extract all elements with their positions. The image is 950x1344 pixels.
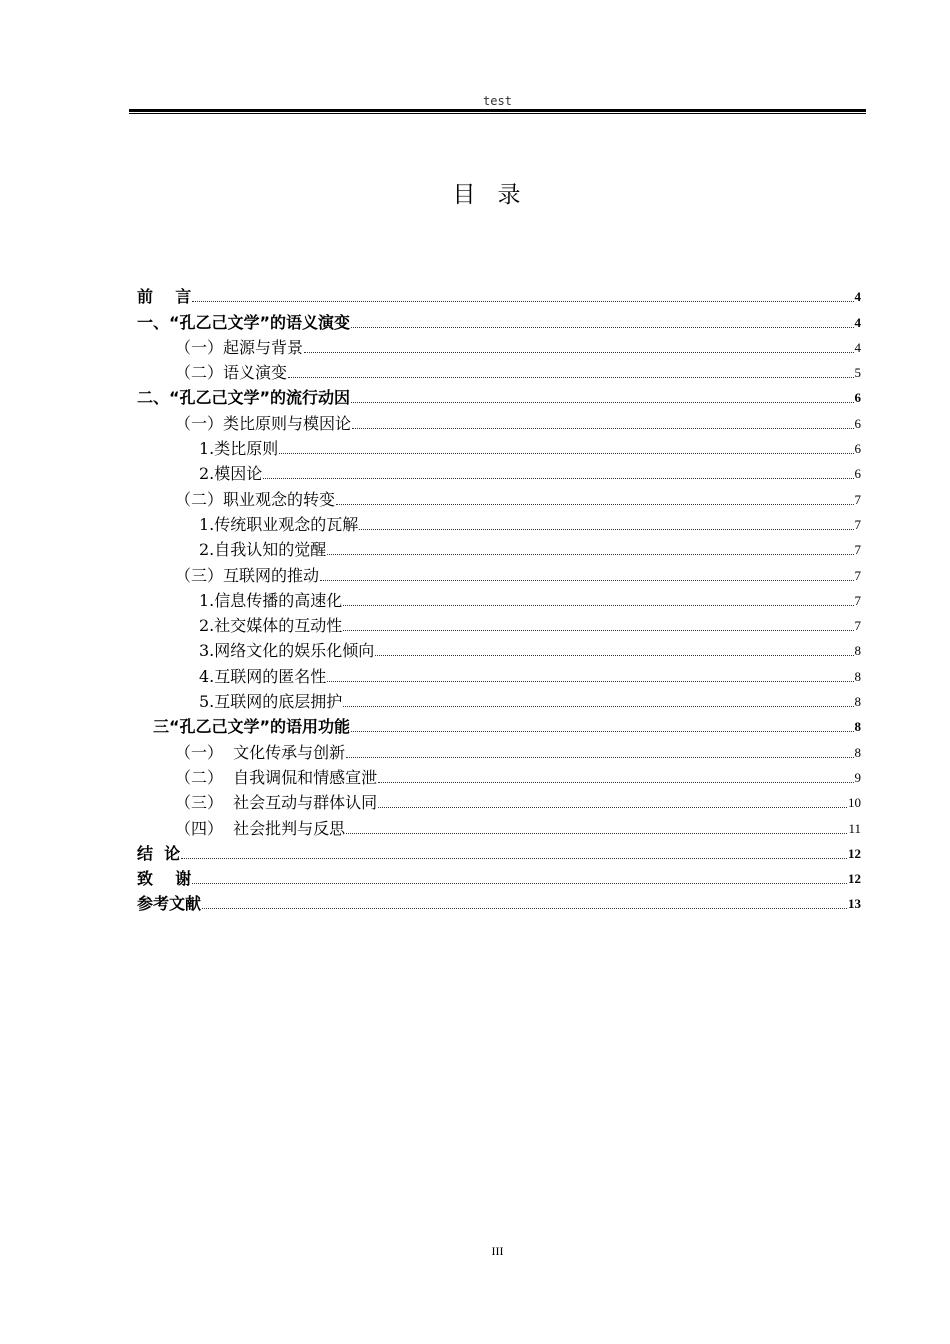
toc-entry-page: 6 bbox=[854, 390, 861, 406]
toc-entry-label: （三）互联网的推动 bbox=[175, 565, 320, 585]
toc-entry-label: 致 谢 bbox=[137, 869, 192, 889]
table-of-contents bbox=[137, 282, 861, 914]
toc-entry-label: （二）职业观念的转变 bbox=[175, 489, 336, 509]
toc-leader-dots bbox=[181, 857, 847, 859]
toc-leader-dots bbox=[378, 781, 853, 783]
toc-leader-dots bbox=[351, 401, 853, 403]
toc-entry-page: 8 bbox=[854, 668, 861, 684]
toc-entry-page: 8 bbox=[854, 694, 861, 710]
toc-leader-dots bbox=[351, 326, 853, 328]
page-header: test bbox=[483, 94, 512, 108]
toc-entry[interactable] bbox=[137, 408, 861, 433]
toc-leader-dots bbox=[352, 427, 853, 429]
toc-entry[interactable] bbox=[137, 712, 861, 737]
toc-entry-label: 4.互联网的匿名性 bbox=[199, 666, 327, 686]
toc-entry-page: 12 bbox=[848, 845, 861, 861]
toc-entry-page: 6 bbox=[854, 466, 861, 482]
toc-entry[interactable] bbox=[137, 611, 861, 636]
toc-leader-dots bbox=[202, 907, 847, 909]
toc-leader-dots bbox=[336, 503, 853, 505]
toc-leader-dots bbox=[327, 680, 853, 682]
toc-entry-label: 一、“孔乙己文学”的语义演变 bbox=[137, 312, 351, 332]
toc-entry[interactable] bbox=[137, 383, 861, 408]
toc-leader-dots bbox=[343, 705, 853, 707]
toc-leader-dots bbox=[279, 452, 853, 454]
toc-entry-label: 三“孔乙己文学”的语用功能 bbox=[153, 717, 351, 737]
toc-entry[interactable] bbox=[137, 484, 861, 509]
toc-entry-label: 1.类比原则 bbox=[199, 439, 279, 459]
page-number: III bbox=[491, 1244, 504, 1258]
toc-entry-label: （二） 自我调侃和情感宣泄 bbox=[175, 767, 378, 787]
toc-entry[interactable] bbox=[137, 510, 861, 535]
toc-entry-page: 7 bbox=[854, 542, 861, 558]
toc-entry-label: （一）起源与背景 bbox=[175, 337, 304, 357]
toc-entry-page: 11 bbox=[848, 820, 861, 836]
toc-entry[interactable] bbox=[137, 586, 861, 611]
toc-entry[interactable] bbox=[137, 864, 861, 889]
toc-leader-dots bbox=[378, 806, 847, 808]
toc-leader-dots bbox=[359, 528, 853, 530]
toc-entry[interactable] bbox=[137, 687, 861, 712]
toc-entry-page: 8 bbox=[854, 643, 861, 659]
toc-entry-page: 6 bbox=[854, 415, 861, 431]
toc-entry-page: 7 bbox=[854, 618, 861, 634]
toc-entry[interactable] bbox=[137, 813, 861, 838]
toc-entry[interactable] bbox=[137, 358, 861, 383]
toc-entry-label: 1.信息传播的高速化 bbox=[199, 590, 343, 610]
toc-entry-label: 2.社交媒体的互动性 bbox=[199, 616, 343, 636]
toc-entry[interactable] bbox=[137, 636, 861, 661]
toc-entry[interactable] bbox=[137, 535, 861, 560]
toc-entry-label: 2.自我认知的觉醒 bbox=[199, 540, 327, 560]
toc-entry-page: 5 bbox=[854, 365, 861, 381]
toc-entry-page: 8 bbox=[854, 719, 861, 735]
toc-entry-label: 2.模因论 bbox=[199, 464, 263, 484]
toc-entry-page: 10 bbox=[848, 795, 861, 811]
toc-entry[interactable] bbox=[137, 459, 861, 484]
toc-entry[interactable] bbox=[137, 661, 861, 686]
toc-entry-label: 5.互联网的底层拥护 bbox=[199, 692, 343, 712]
toc-entry-label: （一）类比原则与模因论 bbox=[175, 413, 352, 433]
toc-entry-page: 7 bbox=[854, 592, 861, 608]
toc-leader-dots bbox=[263, 477, 853, 479]
toc-entry-page: 4 bbox=[854, 289, 861, 305]
toc-leader-dots bbox=[320, 579, 853, 581]
toc-entry-page: 7 bbox=[854, 516, 861, 532]
toc-leader-dots bbox=[327, 553, 853, 555]
toc-entry-page: 12 bbox=[848, 871, 861, 887]
toc-entry-page: 7 bbox=[854, 567, 861, 583]
toc-entry[interactable] bbox=[137, 763, 861, 788]
toc-entry[interactable] bbox=[137, 889, 861, 914]
toc-entry-page: 13 bbox=[848, 896, 861, 912]
toc-entry-label: （二）语义演变 bbox=[175, 363, 288, 383]
toc-leader-dots bbox=[343, 604, 853, 606]
toc-entry-page: 6 bbox=[854, 441, 861, 457]
toc-leader-dots bbox=[346, 832, 847, 834]
toc-entry-label: 前 言 bbox=[137, 287, 192, 307]
toc-entry-label: （三） 社会互动与群体认同 bbox=[175, 793, 378, 813]
toc-leader-dots bbox=[192, 300, 853, 302]
toc-leader-dots bbox=[351, 730, 853, 732]
toc-entry[interactable] bbox=[137, 839, 861, 864]
toc-entry-label: 参考文献 bbox=[137, 894, 202, 914]
toc-leader-dots bbox=[288, 376, 853, 378]
toc-leader-dots bbox=[304, 351, 853, 353]
toc-entry[interactable] bbox=[137, 333, 861, 358]
toc-title: 目录 bbox=[452, 182, 543, 208]
toc-entry-label: 3.网络文化的娱乐化倾向 bbox=[199, 641, 375, 661]
toc-entry-page: 4 bbox=[854, 314, 861, 330]
toc-entry[interactable] bbox=[137, 737, 861, 762]
header-rule-thin bbox=[129, 113, 866, 114]
toc-entry-label: 结 论 bbox=[137, 843, 181, 863]
toc-entry-page: 7 bbox=[854, 491, 861, 507]
toc-entry[interactable] bbox=[137, 560, 861, 585]
toc-leader-dots bbox=[343, 629, 853, 631]
toc-leader-dots bbox=[375, 654, 853, 656]
toc-entry[interactable] bbox=[137, 788, 861, 813]
toc-entry[interactable] bbox=[137, 282, 861, 307]
toc-entry-page: 4 bbox=[854, 339, 861, 355]
toc-leader-dots bbox=[192, 882, 847, 884]
toc-entry-label: （一） 文化传承与创新 bbox=[175, 742, 346, 762]
header-rule bbox=[129, 109, 866, 112]
toc-entry-page: 8 bbox=[854, 744, 861, 760]
toc-entry[interactable] bbox=[137, 307, 861, 332]
toc-entry-label: （四） 社会批判与反思 bbox=[175, 818, 346, 838]
toc-entry-label: 二、“孔乙己文学”的流行动因 bbox=[137, 388, 351, 408]
toc-entry-page: 9 bbox=[854, 769, 861, 785]
toc-entry[interactable] bbox=[137, 434, 861, 459]
toc-entry-label: 1.传统职业观念的瓦解 bbox=[199, 514, 359, 534]
toc-leader-dots bbox=[346, 756, 853, 758]
